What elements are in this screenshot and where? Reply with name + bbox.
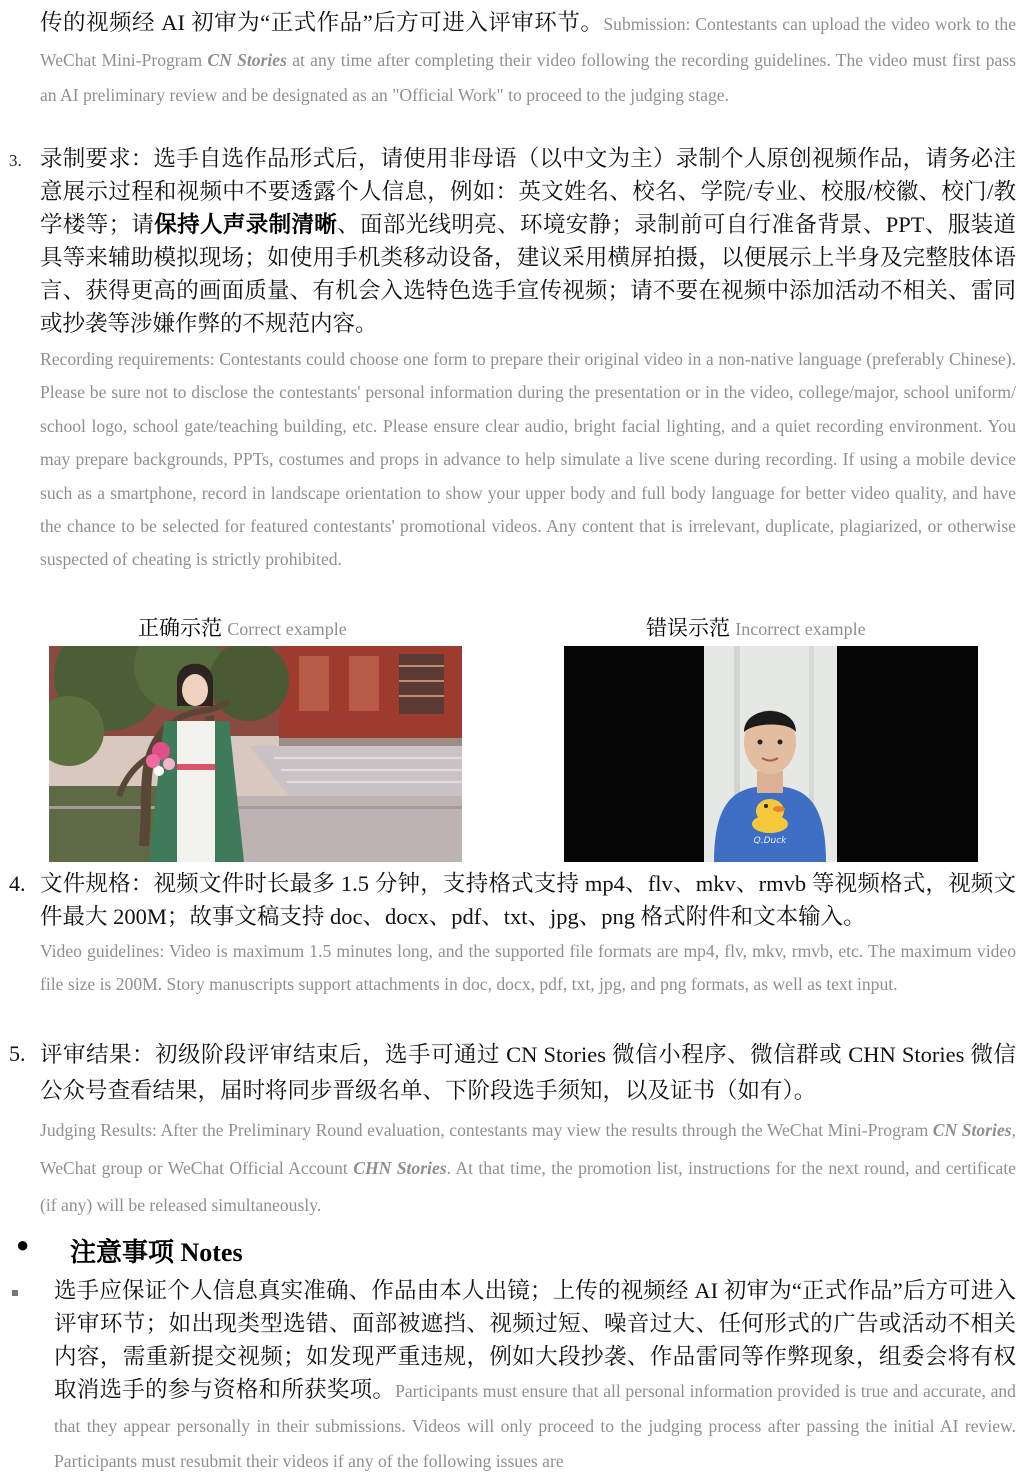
notes-heading-text: 注意事项 Notes [70, 1238, 243, 1267]
correct-example-en: Correct example [227, 619, 347, 639]
item-3-en: Recording requirements: Contestants could choose one form to prepare their original video in a non-native language (preferably Chinese). Please be sure not to disclose the contestants' personal information during the presentation or in the video, college/major, school uniform/ school logo, school gate/teaching building, etc. Please ensure clear audio, bright facial lighting, and a quiet recording environment. You may prepare backgrounds, PPTs, costumes and props in advance to help simulate a live scene during recording. If using a mobile device such as a smartphone, record in landscape orientation to show your upper body and full body language for better video quality, and have the chance to be selected for featured contestants' promotional videos. Any content that is irrelevant, duplicate, plagiarized, or otherwise suspected of cheating is strictly prohibited. [40, 349, 1016, 570]
item-3-zh [40, 142, 1016, 340]
correct-example-caption [138, 613, 347, 644]
submission-paragraph [40, 6, 1016, 138]
incorrect-example-zh: 错误示范 [646, 616, 730, 640]
item-5-number: 5. [9, 1041, 26, 1066]
notes-zh: 选手应保证个人信息真实准确、作品由本人出镜；上传的视频经 AI 初审为“正式作品”后方可进入评审环节；如出现类型选错、面部被遮挡、视频过短、噪音过大、任何形式的广告或活动不相关内容，需重新提交视频；如发现严重违规，例如大段抄袭、作品雷同等作弊现象，组委会将有权取消选手的参与资格和所获奖项。 [54, 1278, 1016, 1402]
notes-bullet-icon: ● [16, 1232, 30, 1257]
notes-en: Participants must ensure that all personal information provided is true and accurate, and that they appear personally in their submissions. Videos will only proceed to the judging process after passing the initial AI review. Participants must resubmit their videos if any of the following issues are [54, 1381, 1016, 1471]
incorrect-example-en: Incorrect example [735, 619, 866, 639]
item-4-en: Video guidelines: Video is maximum 1.5 minutes long, and the supported file formats are mp4, flv, mkv, rmvb, etc. The maximum video file size is 200M. Story manuscripts support attachments in doc, docx, pdf, txt, jpg, and png formats, as well as text input. [40, 941, 1016, 995]
incorrect-example-photo [564, 646, 978, 862]
correct-example-photo [49, 646, 462, 862]
item-3-number: 3. [9, 151, 22, 170]
item-3-zh-bold: 保持人声录制清晰 [154, 212, 338, 237]
incorrect-example-illustration [564, 646, 978, 862]
item-3-zh-b: 、面部光线明亮、环境安静；录制前可自行准备背景、PPT、服装道具等来辅助模拟现场；如使用手机类移动设备，建议采用横屏拍摄，以便展示上半身及完整肢体语言、获得更高的画面质量、有机会入选特色选手宣传视频；请不要在视频中添加活动不相关、雷同或抄袭等涉嫌作弊的不规范内容。 [40, 212, 1016, 336]
item-5-en-italic-2: CHN Stories [353, 1157, 447, 1178]
item-5-en-c: . At that time, the promotion list, instructions for the next round, and certificate (if any) will be released simultaneously. [40, 1157, 1016, 1216]
notes-paragraph [54, 1274, 1016, 1473]
submission-en-a: Submission: Contestants can upload the video work to the WeChat Mini-Program [40, 14, 1016, 70]
incorrect-example-caption [646, 613, 866, 644]
notes-square-bullet-icon [12, 1290, 18, 1296]
submission-en-b: at any time after completing their video following the recording guidelines. The video must first pass an AI preliminary review and be designated as an "Official Work" to proceed to the judging stage. [40, 49, 1017, 105]
item-4-zh: 文件规格：视频文件时长最多 1.5 分钟，支持格式支持 mp4、flv、mkv、rmvb 等视频格式，视频文件最大 200M；故事文稿支持 doc、docx、pdf、txt、jpg、png 格式附件和文本输入。 [40, 871, 1016, 929]
submission-zh: 传的视频经 AI 初审为“正式作品”后方可进入评审环节。 [40, 10, 604, 35]
item-5-en-italic-1: CN Stories [932, 1120, 1012, 1140]
submission-en-italic: CN Stories [207, 49, 287, 70]
item-4-number: 4. [9, 871, 26, 896]
item-5-en-b: , WeChat group or WeChat Official Account [40, 1120, 1016, 1178]
correct-example-illustration [49, 646, 462, 862]
item-3-zh-a: 录制要求：选手自选作品形式后，请使用非母语（以中文为主）录制个人原创视频作品，请务必注意展示过程和视频中不要透露个人信息，例如：英文姓名、校名、学院/专业、校服/校徽、校门/教学楼等；请 [40, 146, 1016, 237]
item-5-zh: 评审结果：初级阶段评审结束后，选手可通过 CN Stories 微信小程序、微信群或 CHN Stories 微信公众号查看结果，届时将同步晋级名单、下阶段选手须知，以及证书（如有）。 [40, 1042, 1016, 1103]
correct-example-zh: 正确示范 [138, 616, 222, 640]
shirt-print-text: Q.Duck [753, 836, 787, 846]
item-5-en-a: Judging Results: After the Preliminary Round evaluation, contestants may view the results through the WeChat Mini-Program [40, 1120, 933, 1140]
item-5-en [40, 1112, 1016, 1225]
